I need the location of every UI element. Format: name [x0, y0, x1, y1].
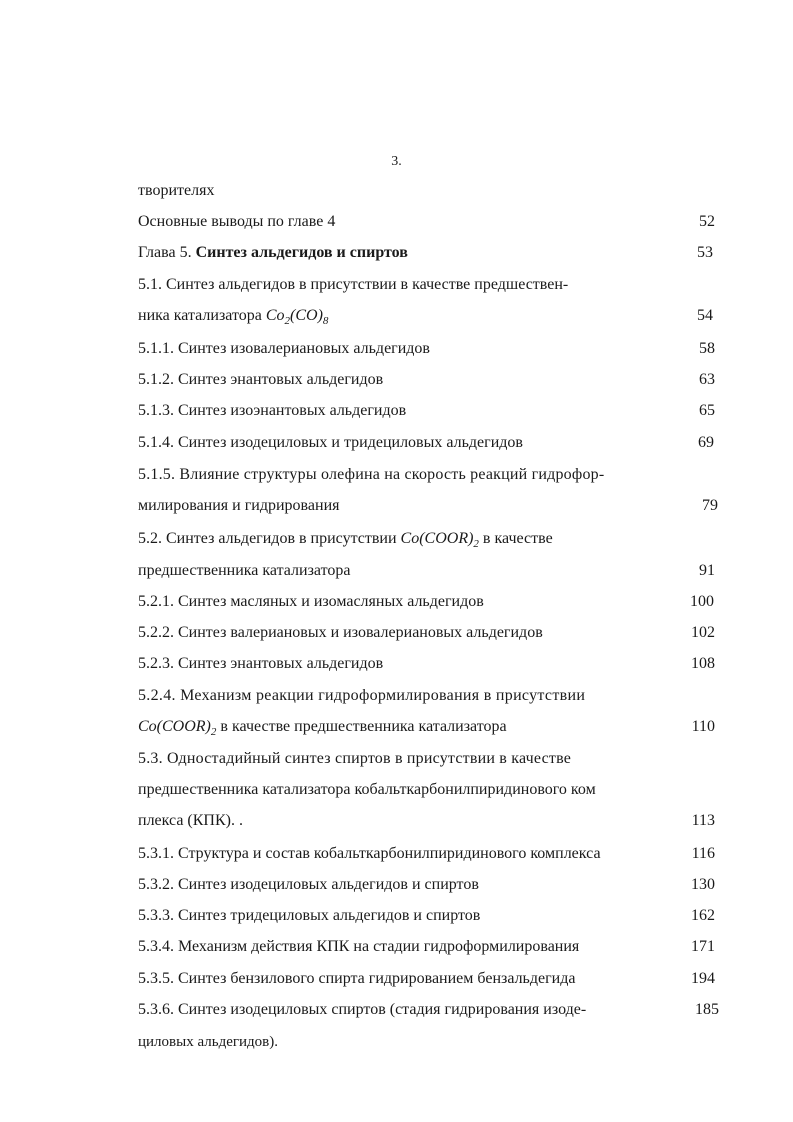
toc-text: 5.2.2. Синтез валериановых и изовалериановых альдегидов [138, 624, 543, 641]
toc-entry [0, 561, 793, 585]
toc-text: циловых альдегидов). [138, 1034, 278, 1050]
toc-page: 52 [699, 213, 715, 230]
chemical-formula: $Co(COOR)_2$ [138, 718, 217, 739]
toc-entry [0, 906, 793, 930]
toc-text: предшественника катализатора [138, 562, 351, 579]
toc-text: 5.3.6. Синтез изодециловых спиртов (стадия гидрирования изоде- [138, 1001, 587, 1018]
toc-page: 108 [691, 655, 715, 672]
toc-entry [0, 844, 793, 868]
toc-line [0, 275, 793, 299]
chemical-formula: $Co(COOR)_2$ [400, 530, 479, 551]
toc-page: 54 [697, 307, 713, 324]
toc-page: 53 [697, 244, 713, 261]
toc-text: 5.1.2. Синтез энантовых альдегидов [138, 371, 384, 388]
toc-entry [0, 717, 793, 741]
toc-page: 63 [699, 371, 715, 388]
toc-text: 5.3.4. Механизм действия КПК на стадии гидроформилирования [138, 938, 580, 955]
toc-line [0, 686, 793, 710]
toc-page: 185 [695, 1001, 719, 1018]
toc-page: 162 [691, 907, 715, 924]
toc-page: 110 [691, 718, 715, 735]
toc-entry [0, 496, 793, 520]
toc-text: $Co(COOR)_2$ в качестве предшественника катализатора [138, 718, 507, 739]
toc-entry [0, 1000, 793, 1024]
toc-page: 130 [691, 876, 715, 893]
toc-page: 102 [691, 624, 715, 641]
toc-line [0, 1032, 793, 1056]
toc-page: 113 [691, 812, 715, 829]
toc-text: Глава 5. Синтез альдегидов и спиртов [138, 244, 408, 261]
toc-text: 5.1.1. Синтез изовалериановых альдегидов [138, 340, 430, 357]
toc-line [0, 529, 793, 553]
toc-entry [0, 654, 793, 678]
toc-line [0, 465, 793, 489]
toc-text: милирования и гидрирования [138, 497, 340, 514]
toc-page: 65 [699, 402, 715, 419]
toc-text: 5.3.5. Синтез бензилового спирта гидрированием бензальдегида [138, 970, 576, 987]
toc-text: 5.3. Одностадийный синтез спиртов в присутствии в качестве [138, 750, 572, 767]
toc-text: 5.1.4. Синтез изодециловых и тридециловых альдегидов [138, 434, 523, 451]
toc-text: 5.2.3. Синтез энантовых альдегидов [138, 655, 384, 672]
toc-line [0, 181, 793, 205]
toc-text: 5.3.3. Синтез тридециловых альдегидов и спиртов [138, 907, 481, 924]
toc-text: творителях [138, 182, 215, 199]
toc-entry [0, 875, 793, 899]
toc-entry [0, 623, 793, 647]
toc-page: 58 [699, 340, 715, 357]
toc-entry [0, 370, 793, 394]
chemical-formula: $Co_2(CO)_8$ [265, 307, 329, 328]
toc-text: ника катализатора $Co_2(CO)_8$ [138, 307, 329, 328]
toc-text: 5.2.1. Синтез масляных и изомасляных альдегидов [138, 593, 484, 610]
toc-entry [0, 937, 793, 961]
toc-entry [0, 339, 793, 363]
toc-page: 79 [702, 497, 718, 514]
toc-text: 5.3.1. Структура и состав кобальткарбонилпиридинового комплекса [138, 845, 601, 862]
toc-text: 5.1.5. Влияние структуры олефина на скорость реакций гидрофор- [138, 466, 605, 483]
toc-page: 69 [698, 434, 714, 451]
toc-page: 91 [699, 562, 715, 579]
toc-entry [0, 969, 793, 993]
toc-page: 116 [691, 845, 715, 862]
toc-entry [0, 592, 793, 616]
toc-line [0, 780, 793, 804]
toc-text: 5.1.3. Синтез изоэнантовых альдегидов [138, 402, 407, 419]
chapter-title: Синтез альдегидов и спиртов [195, 244, 408, 261]
toc-entry [0, 212, 793, 236]
toc-line [0, 749, 793, 773]
toc-entry [0, 433, 793, 457]
toc-text: 5.1. Синтез альдегидов в присутствии в качестве предшествен- [138, 276, 569, 293]
toc-page: 100 [690, 593, 714, 610]
toc-page: 194 [691, 970, 715, 987]
toc-entry [0, 401, 793, 425]
toc-entry [0, 243, 793, 267]
toc-text: Основные выводы по главе 4 [138, 213, 336, 230]
toc-text: 5.2.4. Механизм реакции гидроформилирования в присутствии [138, 687, 586, 704]
toc-entry [0, 811, 793, 835]
toc-page: 171 [691, 938, 715, 955]
toc-text: предшественника катализатора кобальткарбонилпиридинового ком [138, 781, 596, 798]
toc-text: плекса (КПК). . [138, 812, 243, 829]
page-number: 3. [391, 154, 402, 169]
toc-text: 5.2. Синтез альдегидов в присутствии $Co(COOR)_2$ в качестве [138, 530, 553, 551]
toc-entry [0, 306, 793, 330]
toc-text: 5.3.2. Синтез изодециловых альдегидов и спиртов [138, 876, 479, 893]
